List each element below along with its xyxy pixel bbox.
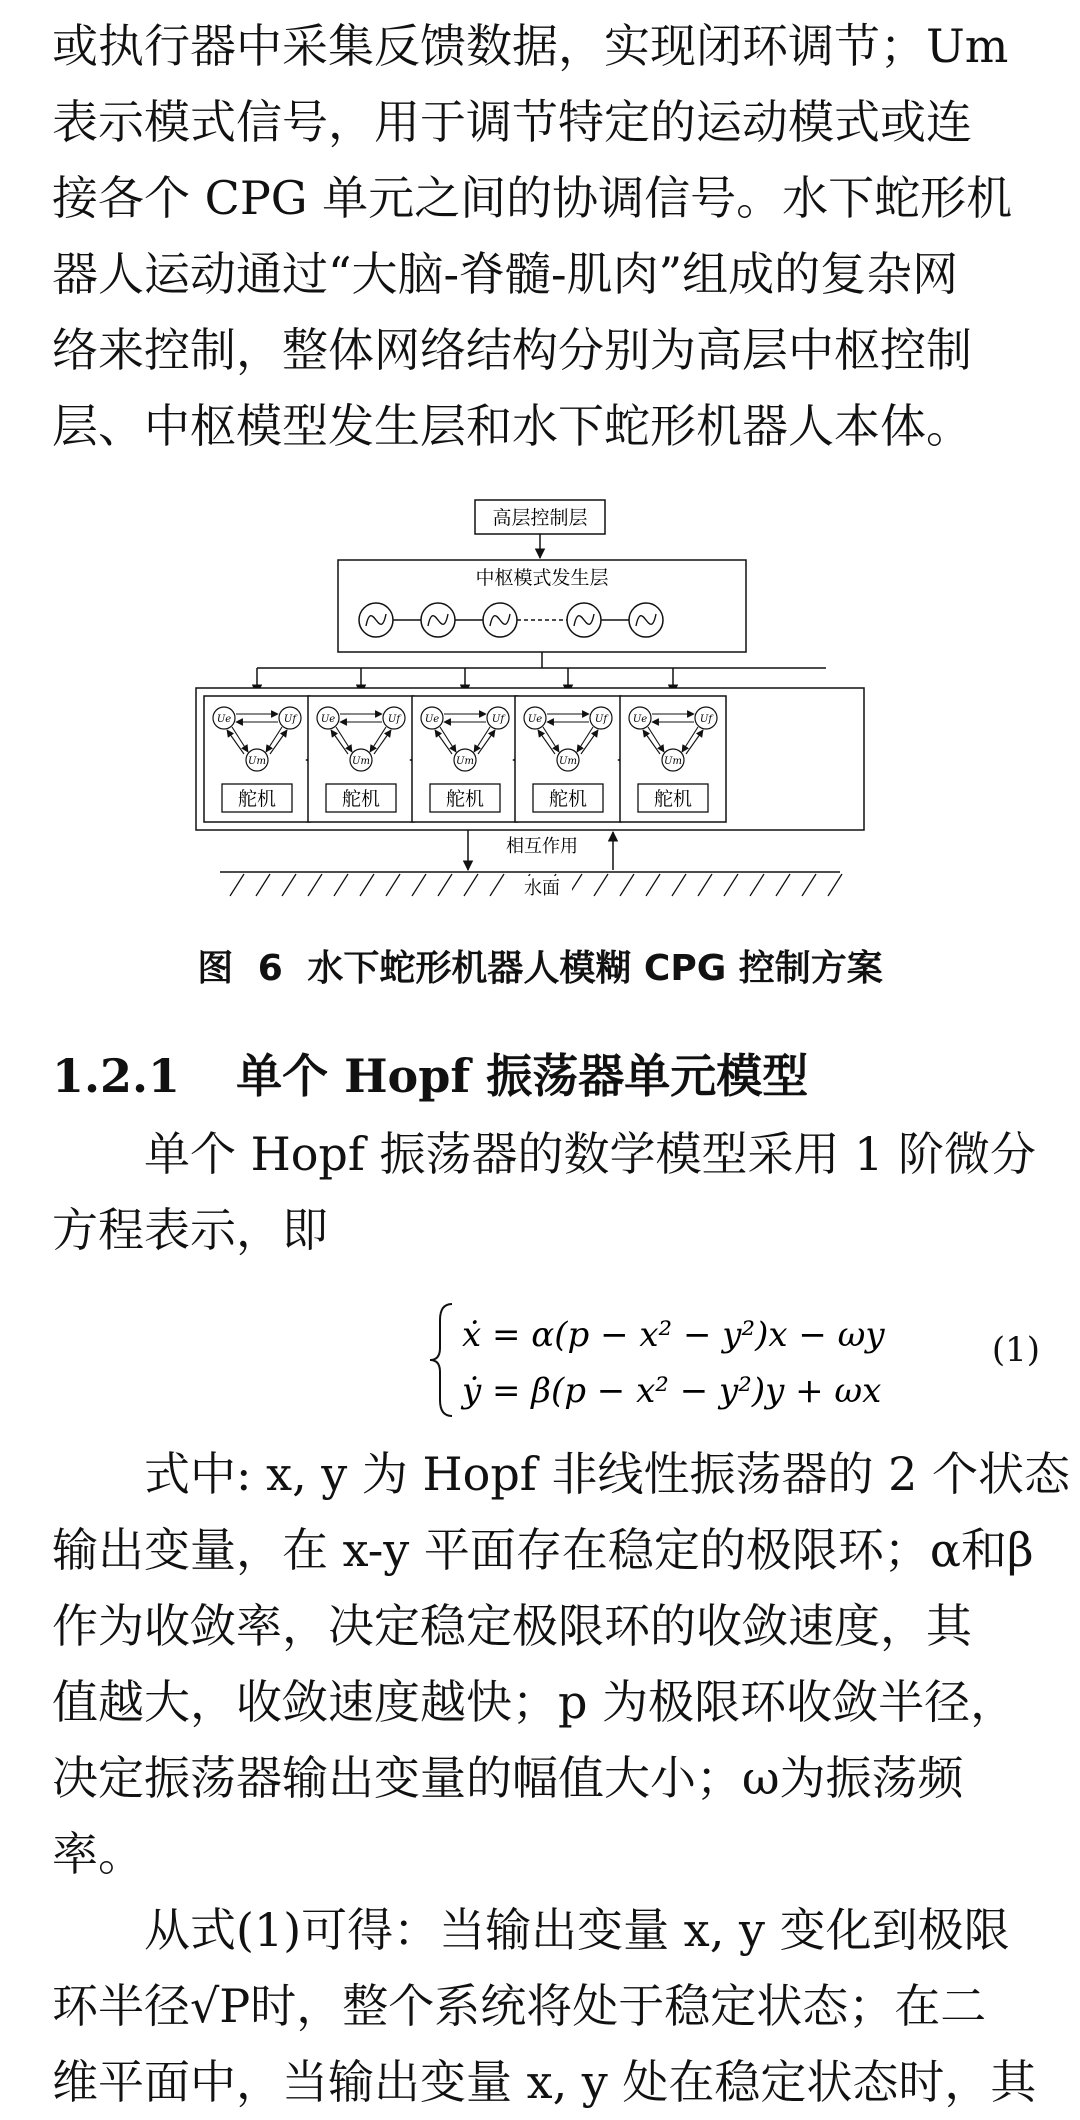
text-line: 值越大，收敛速度越快；p 为极限环收敛半径， (52, 1675, 1017, 1729)
cpg-control-diagram (190, 492, 870, 912)
text-line: 络来控制，整体网络结构分别为高层中枢控制 (52, 323, 972, 377)
svg-text:Ue: Ue (216, 714, 232, 725)
svg-text:Ue: Ue (320, 714, 336, 725)
oscillator-icon (421, 603, 455, 637)
section-title: 单个 Hopf 振荡器单元模型 (236, 1049, 809, 1103)
text-line: 方程表示，即 (52, 1203, 328, 1257)
oscillator-icon (359, 603, 393, 637)
servo-module (515, 696, 621, 822)
figure-caption (0, 940, 1080, 991)
svg-text:Um: Um (248, 756, 266, 767)
left-brace (430, 1304, 452, 1416)
caption-text: 水下蛇形机器人模糊 CPG 控制方案 (307, 948, 883, 989)
text-line: 决定振荡器输出变量的幅值大小；ω为振荡频 (52, 1751, 964, 1805)
servo-module (308, 696, 414, 822)
servo-module (412, 696, 518, 822)
section-heading (52, 1040, 808, 1106)
caption-number: 6 (257, 948, 283, 989)
text-line: 器人运动通过“大脑-脊髓-肌肉”组成的复杂网 (52, 247, 959, 301)
servo-module (620, 696, 726, 822)
equation-line-2: ẏ = β(p − x² − y²)y + ωx (462, 1371, 882, 1411)
text-line: 作为收敛率，决定稳定极限环的收敛速度，其 (52, 1599, 972, 1653)
text-line: 环半径√P时，整个系统将处于稳定状态；在二 (52, 1979, 987, 2033)
text-line: 输出变量，在 x-y 平面存在稳定的极限环；α和β (52, 1523, 1034, 1577)
oscillator-icon (567, 603, 601, 637)
svg-text:Um: Um (664, 756, 682, 767)
svg-text:Uf: Uf (594, 714, 608, 725)
servo-label: 舵机 (237, 788, 277, 810)
interaction-label: 相互作用 (506, 836, 578, 857)
servo-modules (204, 696, 726, 822)
paragraph-stability (52, 1892, 1037, 2120)
svg-text:Um: Um (559, 756, 577, 767)
svg-text:Ue: Ue (424, 714, 440, 725)
paragraph-variables (52, 1436, 1070, 1892)
caption-prefix: 图 (197, 948, 234, 989)
text-line: 维平面中，当输出变量 x, y 处在稳定状态时，其 (52, 2055, 1037, 2109)
servo-label: 舵机 (548, 788, 588, 810)
high-level-control-label: 高层控制层 (492, 507, 588, 529)
text-line: 率。 (52, 1827, 144, 1881)
text-line: 单个 Hopf 振荡器的数学模型采用 1 阶微分 (144, 1127, 1037, 1181)
equation-line-1: ẋ = α(p − x² − y²)x − ωy (462, 1315, 885, 1355)
oscillator-icon (629, 603, 663, 637)
text-line: 表示模式信号，用于调节特定的运动模式或连 (52, 95, 972, 149)
text-line: 或执行器中采集反馈数据，实现闭环调节；Um (52, 19, 1009, 73)
servo-module (204, 696, 310, 822)
svg-text:Ue: Ue (632, 714, 648, 725)
paragraph-model-intro (52, 1116, 1037, 1268)
text-line: 层、中枢模型发生层和水下蛇形机器人本体。 (52, 399, 972, 453)
svg-text:Um: Um (456, 756, 474, 767)
text-line: 从式(1)可得：当输出变量 x, y 变化到极限 (144, 1903, 1010, 1957)
svg-text:Um: Um (352, 756, 370, 767)
section-number: 1.2.1 (52, 1049, 181, 1103)
equation-number: (1) (991, 1330, 1040, 1370)
water-label: 水面 (524, 878, 560, 899)
servo-label: 舵机 (445, 788, 485, 810)
servo-label: 舵机 (653, 788, 693, 810)
intro-paragraph (52, 8, 1032, 464)
svg-text:Uf: Uf (283, 714, 297, 725)
text-line: 式中: x, y 为 Hopf 非线性振荡器的 2 个状态 (144, 1447, 1070, 1501)
servo-label: 舵机 (341, 788, 381, 810)
svg-text:Uf: Uf (491, 714, 505, 725)
text-line: 接各个 CPG 单元之间的协调信号。水下蛇形机 (52, 171, 1013, 225)
svg-text:Uf: Uf (387, 714, 401, 725)
svg-text:Ue: Ue (527, 714, 543, 725)
cpg-layer-label: 中枢模式发生层 (475, 567, 609, 589)
svg-text:Uf: Uf (699, 714, 713, 725)
hopf-equation (430, 1290, 1050, 1430)
oscillator-icon (483, 603, 517, 637)
